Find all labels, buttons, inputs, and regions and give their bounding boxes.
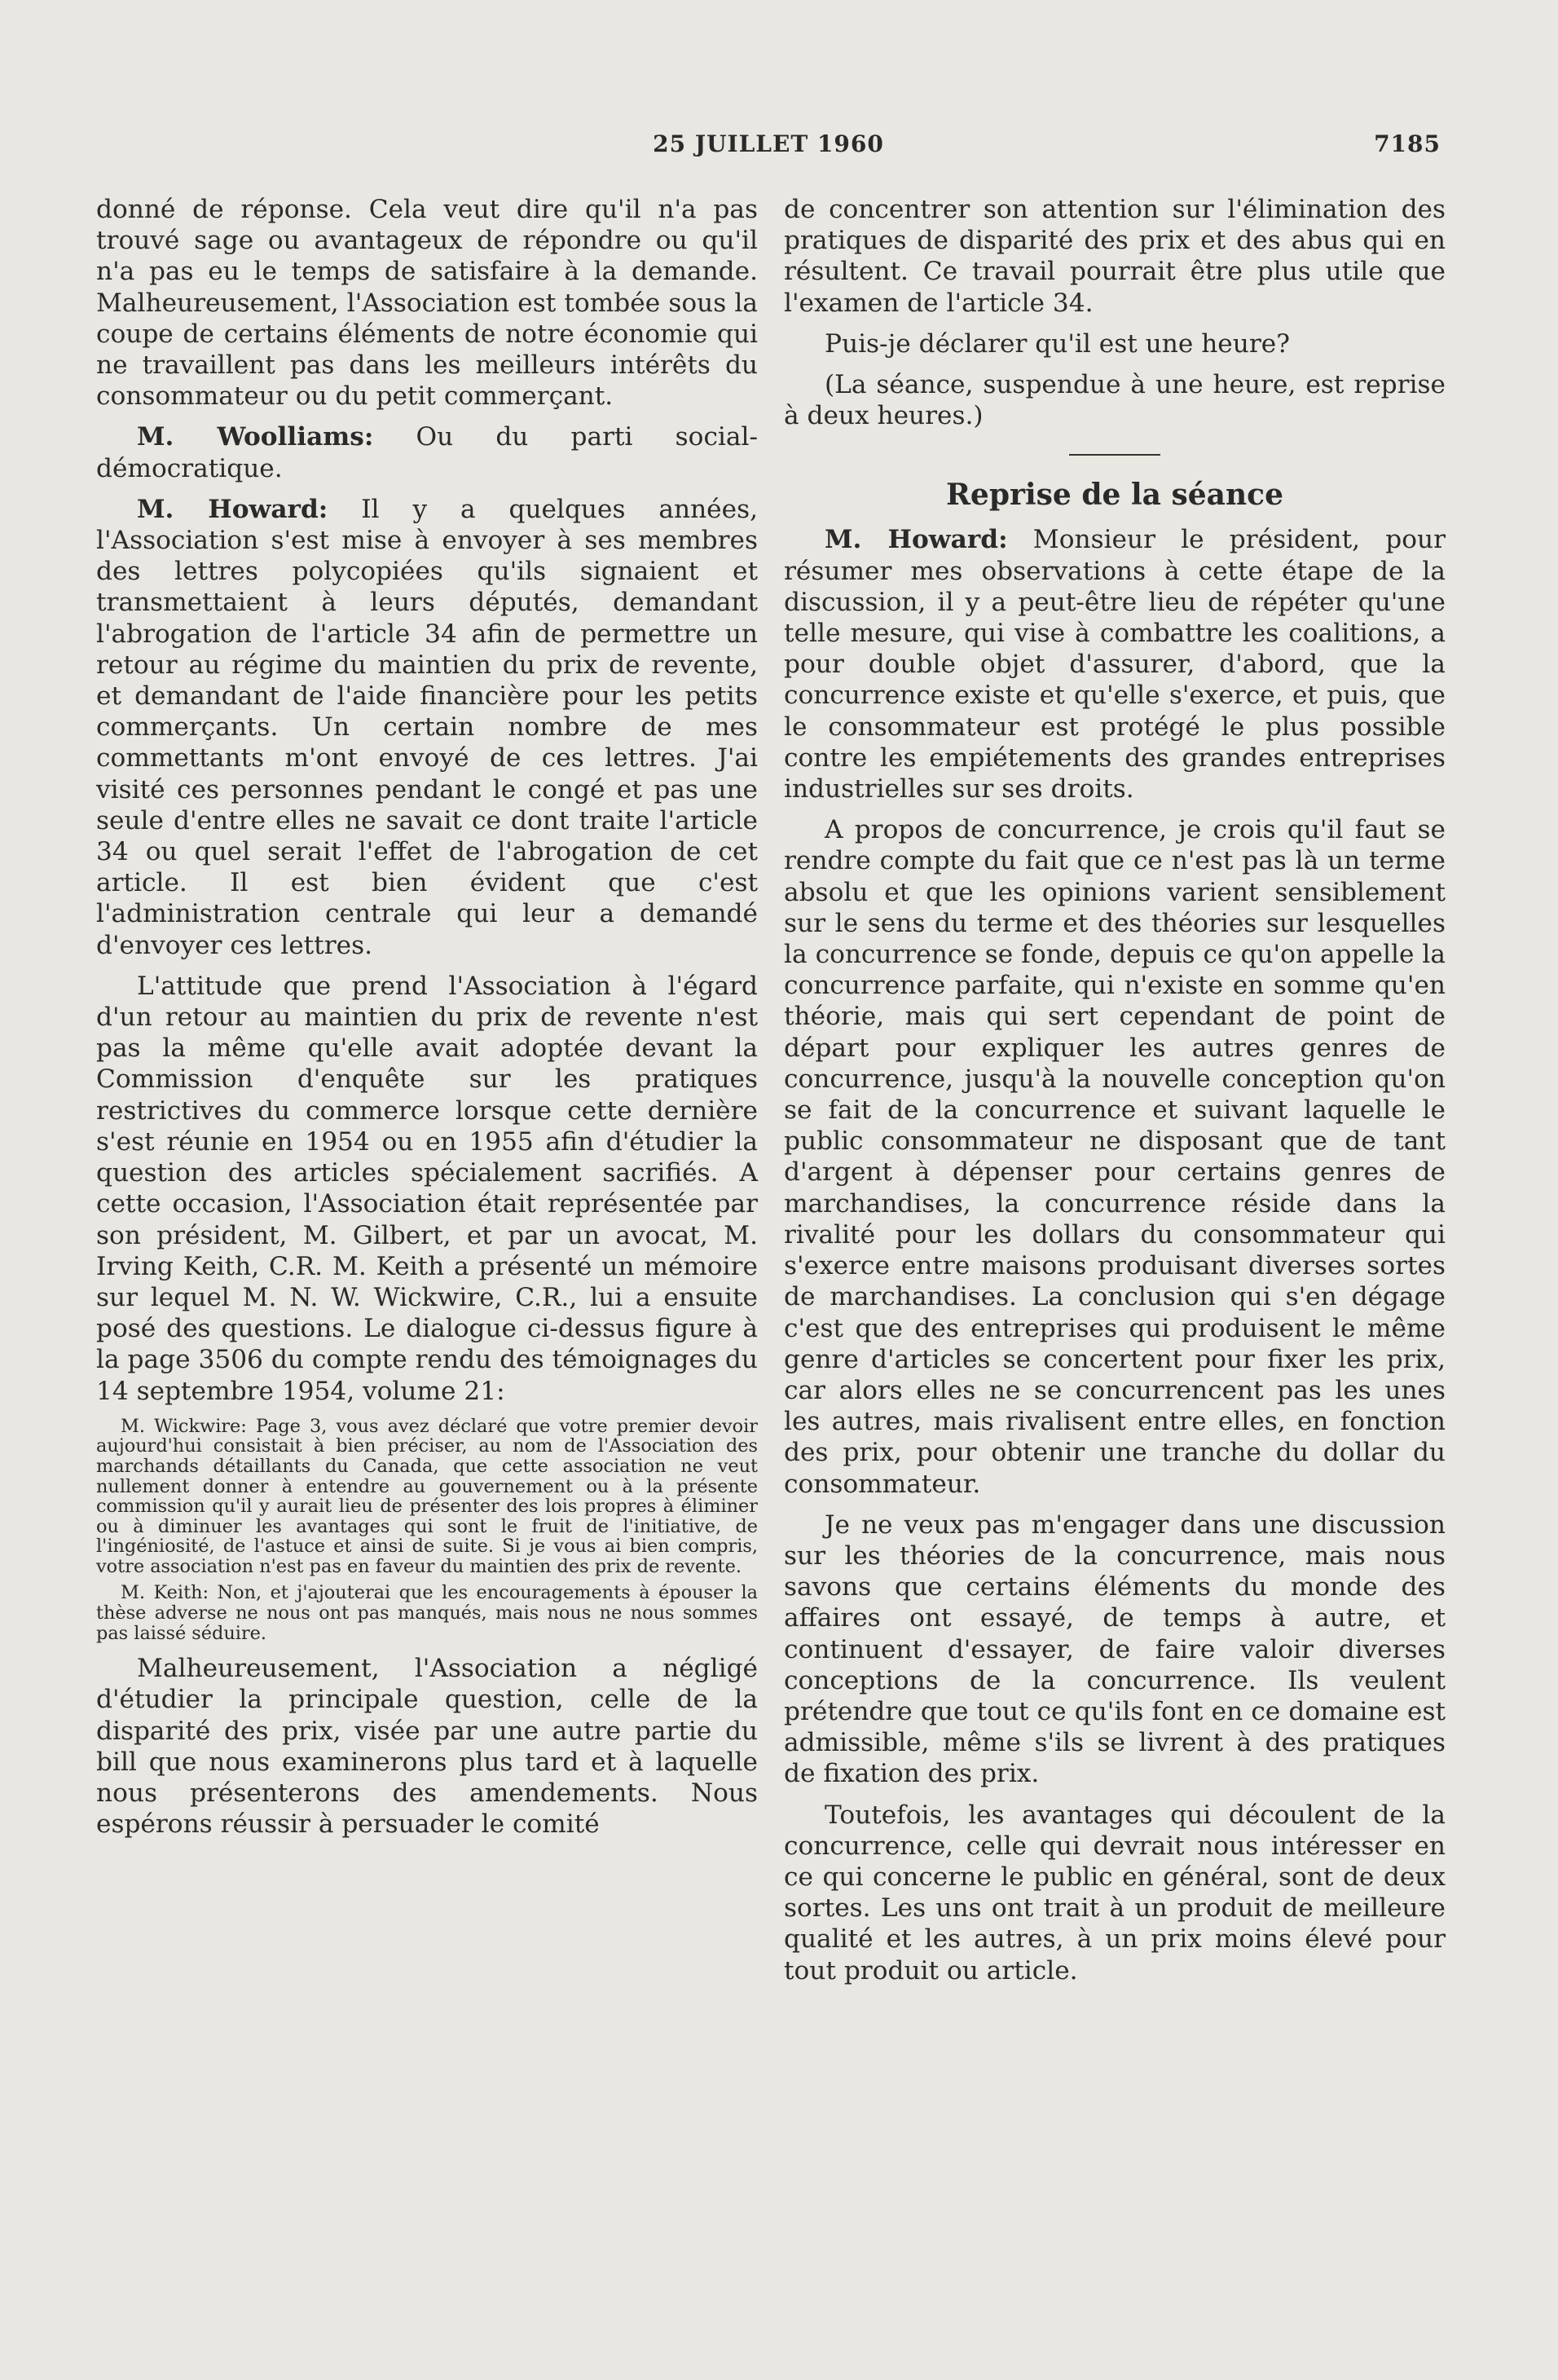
section-divider (1069, 454, 1160, 456)
speaker-howard-2: M. Howard: (825, 525, 1008, 555)
page-number: 7185 (1374, 130, 1441, 157)
right-paragraph-5: A propos de concurrence, je crois qu'il faut se rendre compte du fait que ce n'est pas là un terme absolu et que les opinions varient sensiblement sur le sens du terme et des théories sur lesquelles la concurrence se fonde, depuis ce qu'on appelle la concurrence parfaite, qui n'existe en somme qu'en théorie, mais qui sert cependant de point de départ pour expliquer les autres genres de concurrence, jusqu'à la nouvelle conception qu'on se fait de la concurrence et suivant laquelle le public consommateur ne disposant que de tant d'argent à dépenser pour certains genres de marchandises, la concurrence réside dans la rivalité pour les dollars du consommateur qui s'exerce entre maisons produisant diverses sortes de marchandises. La conclusion qui s'en dégage c'est que des entreprises qui produisent le même genre d'articles se concertent pour fixer les prix, car alors elles ne se concurrencent pas les unes les autres, mais rivalisent entre elles, en fonction des prix, pour obtenir une tranche du dollar du consommateur. (784, 815, 1446, 1499)
right-paragraph-2: Puis-je déclarer qu'il est une heure? (825, 328, 1290, 359)
left-paragraph-5: Malheureusement, l'Association a négligé d'étudier la principale question, celle de la disparité des prix, visée par une autre partie du bill que nous examinerons plus tard et à laquelle nous présenterons des amendements. Nous espérons réussir à persuader le comité (96, 1654, 758, 1840)
howard-text-2: Monsieur le président, pour résumer mes observations à cette étape de la discussion, il y a peut-être lieu de répéter qu'une telle mesure, qui vise à combattre les coalitions, a pour double objet d'assurer, d'abord, que la concurrence existe et qu'elle s'exerce, et puis, que le consommateur est protégé le plus possible contre les empiétements des grandes entreprises industrielles sur ses droits. (784, 525, 1446, 804)
header-date: 25 JUILLET 1960 (653, 130, 884, 157)
right-column (784, 194, 1446, 1996)
quote-keith: M. Keith: Non, et j'ajouterai que les encouragements à épouser la thèse adverse ne nous ont pas manqués, mais nous ne nous sommes pas laissé séduire. (96, 1582, 758, 1644)
left-paragraph-4: L'attitude que prend l'Association à l'égard d'un retour au maintien du prix de revente n'est pas la même qu'elle avait adoptée devant la Commission d'enquête sur les pratiques restrictives du commerce lorsque cette dernière s'est réunie en 1954 ou en 1955 afin d'étudier la question des articles spécialement sacrifiés. A cette occasion, l'Association était représentée par son président, M. Gilbert, et par un avocat, M. Irving Keith, C.R. M. Keith a présenté un mémoire sur lequel M. N. W. Wickwire, C.R., lui a ensuite posé des questions. Le dialogue ci-dessus figure à la page 3506 du compte rendu des témoignages du 14 septembre 1954, volume 21: (96, 971, 758, 1406)
left-paragraph-howard (96, 494, 758, 961)
speaker-howard: M. Howard: (137, 494, 328, 524)
howard-text: Il y a quelques années, l'Association s'est mise à envoyer à ses membres des lettres polycopiées qu'ils signaient et transmettaient à leurs députés, demandant l'abrogation de l'article 34 afin de permettre un retour au régime du maintien du prix de revente, et demandant de l'aide financière pour les petits commerçants. Un certain nombre de mes commettants m'ont envoyé de ces lettres. J'ai visité ces personnes pendant le congé et pas une seule d'entre elles ne savait ce dont traite l'article 34 ou quel serait l'effet de l'abrogation de cet article. Il est bien évident que c'est l'administration centrale qui leur a demandé d'envoyer ces lettres. (96, 494, 758, 960)
right-paragraph-3: (La séance, suspendue à une heure, est reprise à deux heures.) (784, 370, 1446, 431)
right-paragraph-1: de concentrer son attention sur l'élimination des pratiques de disparité des prix et des abus qui en résultent. Ce travail pourrait être plus utile que l'examen de l'article 34. (784, 195, 1446, 318)
left-paragraph-1: donné de réponse. Cela veut dire qu'il n'a pas trouvé sage ou avantageux de répondre ou qu'il n'a pas eu le temps de satisfaire à la demande. Malheureusement, l'Association est tombée sous la coupe de certains éléments de notre économie qui ne travaillent pas dans les meilleurs intérêts du consommateur ou du petit commerçant. (96, 195, 758, 412)
woolliams-text: Ou du parti social-démocratique. (96, 422, 758, 483)
testimony-quote (96, 1417, 758, 1644)
page-header (96, 130, 1441, 171)
right-paragraph-6: Je ne veux pas m'engager dans une discussion sur les théories de la concurrence, mais nous savons que certains éléments du monde des affaires ont essayé, de temps à autre, et continuent d'essayer, de faire valoir diverses conceptions de la concurrence. Ils veulent prétendre que tout ce qu'ils font en ce domaine est admissible, même s'ils se livrent à des pratiques de fixation des prix. (784, 1510, 1446, 1789)
left-paragraph-woolliams (96, 421, 758, 483)
quote-wickwire: M. Wickwire: Page 3, vous avez déclaré que votre premier devoir aujourd'hui consistait à bien préciser, au nom de l'Association des marchands détaillants du Canada, que cette association ne veut nullement donner à entendre au gouvernement ou à la présente commission qu'il y aurait lieu de présenter des lois propres à éliminer ou à diminuer les avantages qui sont le fruit de l'initiative, de l'ingéniosité, de l'astuce et ainsi de suite. Si je vous ai bien compris, votre association n'est pas en faveur du maintien des prix de revente. (96, 1415, 758, 1577)
left-column (96, 194, 758, 1849)
section-title: Reprise de la séance (946, 478, 1283, 513)
right-paragraph-7: Toutefois, les avantages qui découlent de la concurrence, celle qui devrait nous intéresser en ce qui concerne le public en général, sont de deux sortes. Les uns ont trait à un produit de meilleure qualité et les autres, à un prix moins élevé pour tout produit ou article. (784, 1800, 1446, 1986)
speaker-woolliams: M. Woolliams: (137, 422, 374, 452)
right-paragraph-howard (784, 524, 1446, 804)
